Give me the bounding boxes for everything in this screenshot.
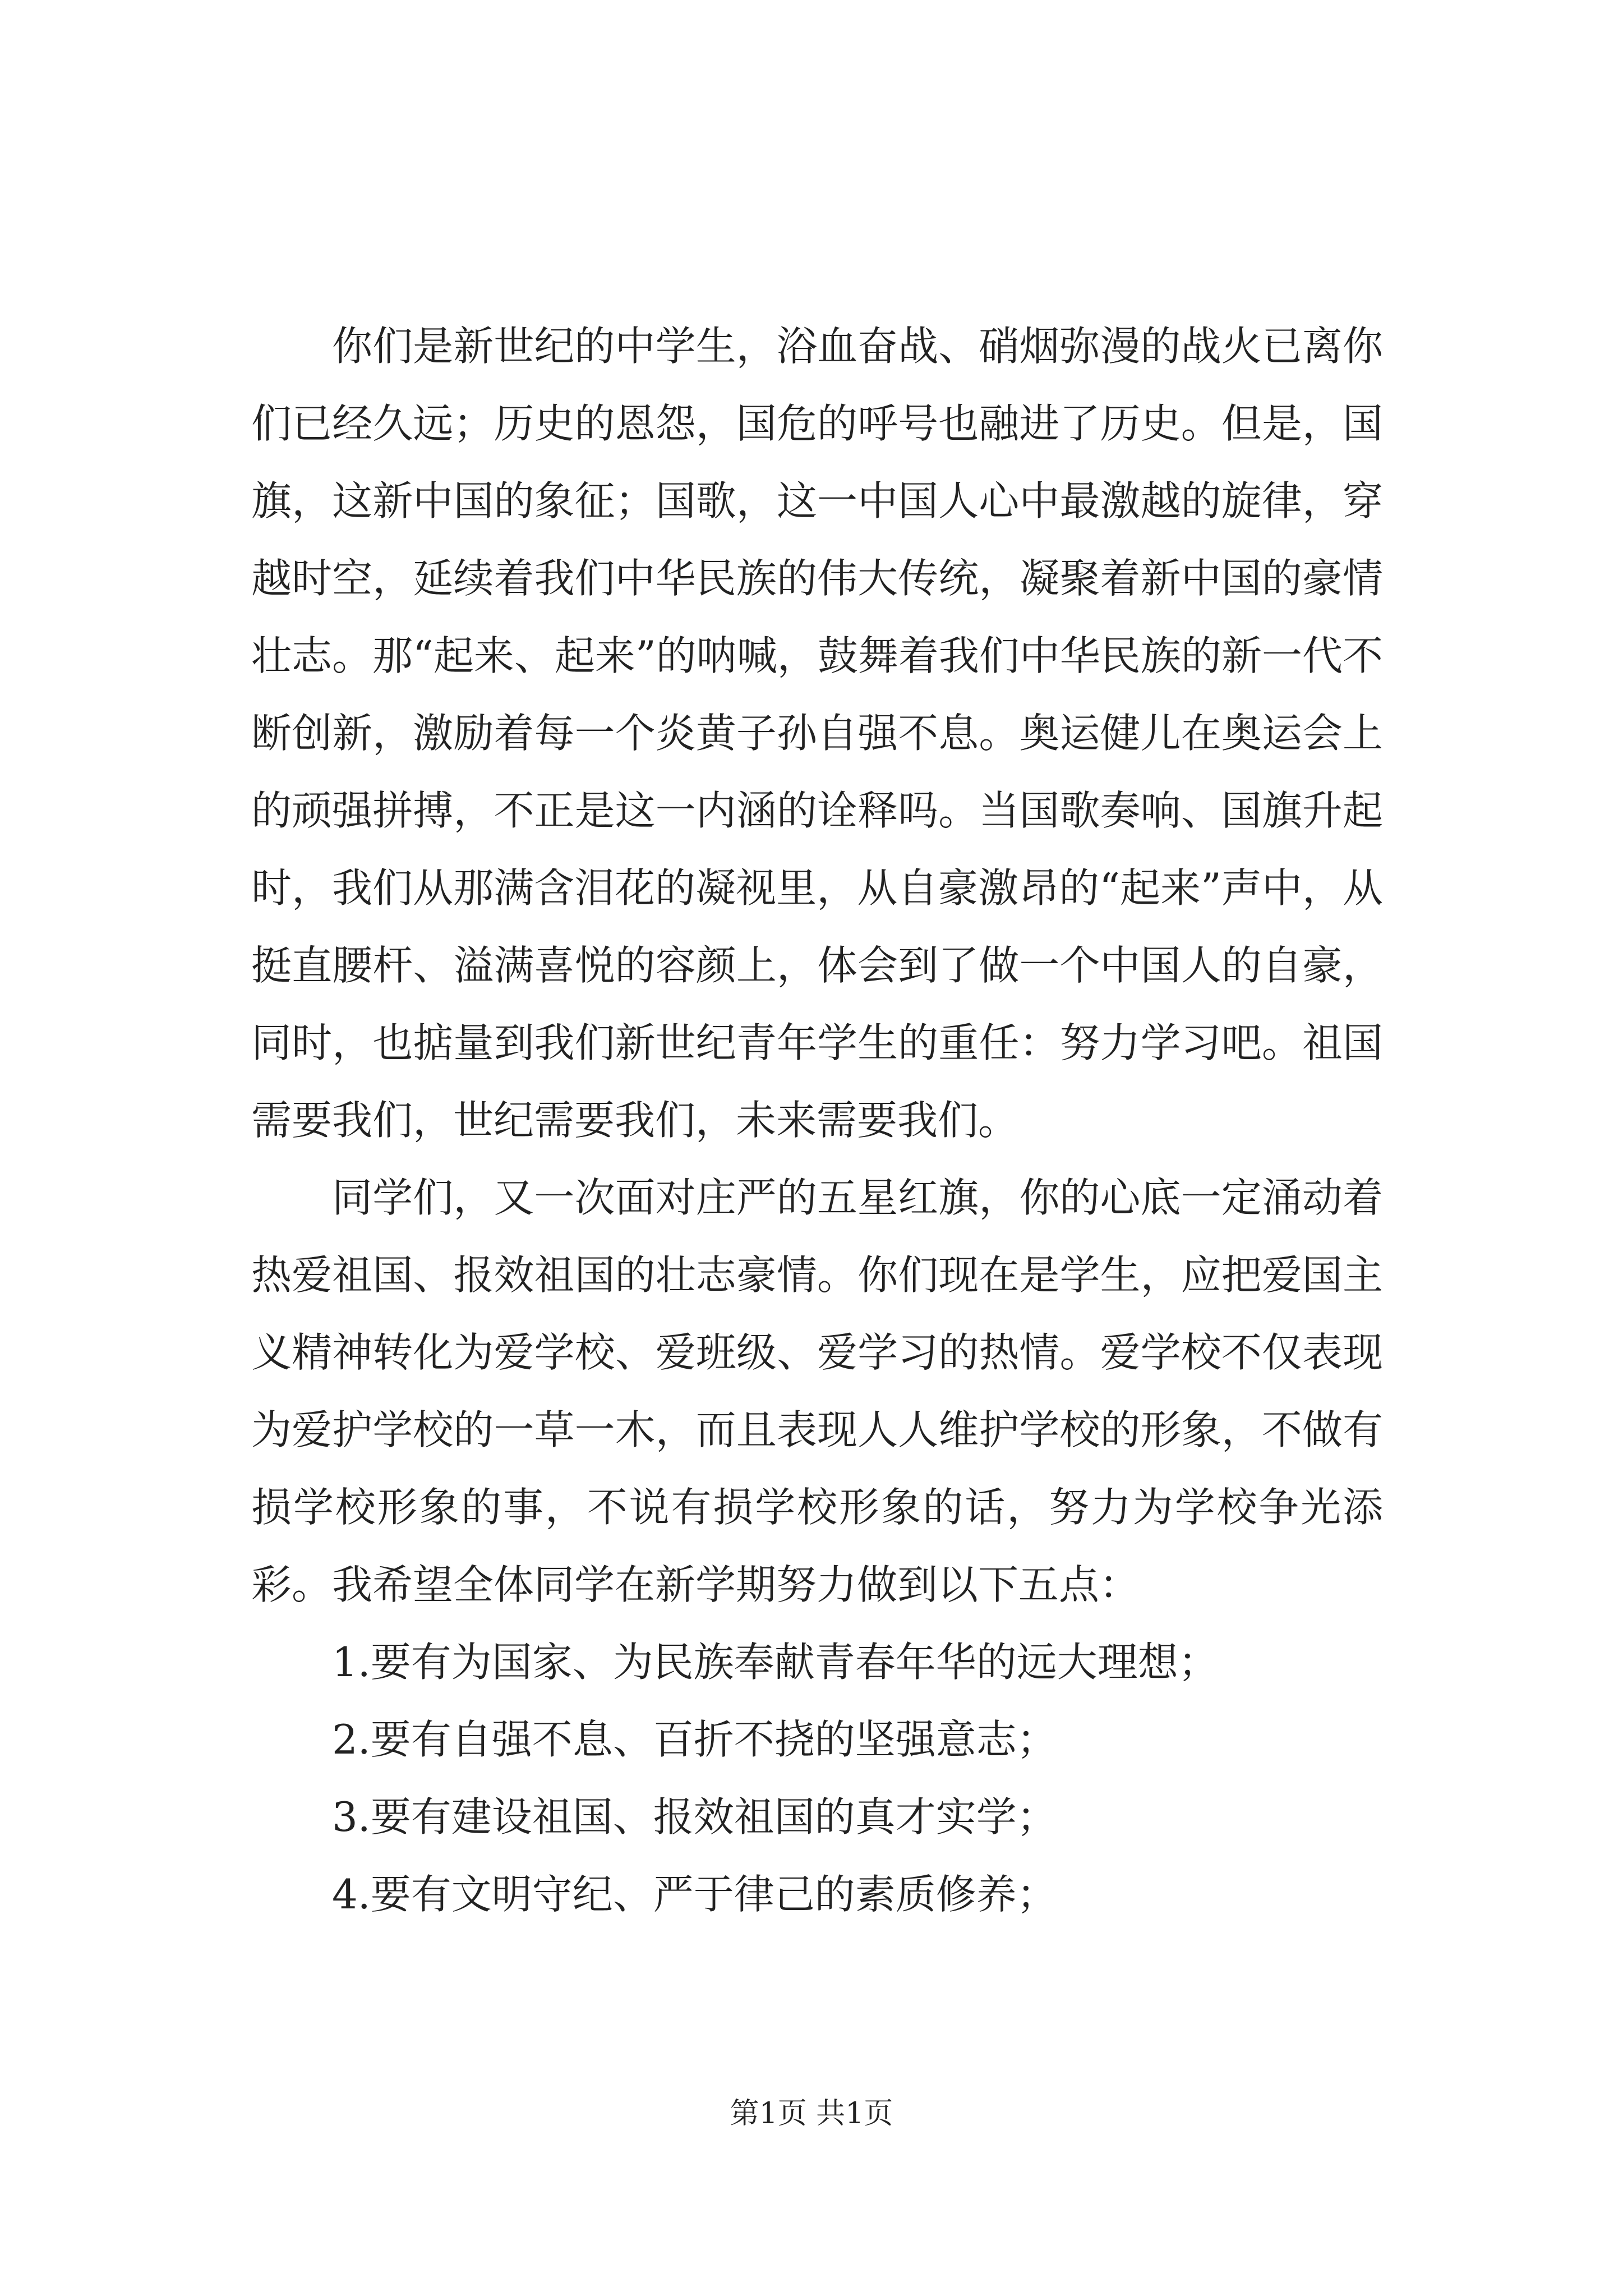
list-item: 4.要有文明守纪、严于律己的素质修养； <box>332 1871 1057 1918</box>
requirements-list <box>251 1623 1383 1933</box>
paragraph-1: 你们是新世纪的中学生，浴血奋战、硝烟弥漫的战火已离你们已经久远；历史的恩怨，国危的呼号也融进了历史。但是，国旗，这新中国的象征；国歌，这一中国人心中最激越的旋律，穿越时空，延续着我们中华民族的伟大传统，凝聚着新中国的豪情壮志。那“起来、起来”的呐喊，鼓舞着我们中华民族的新一代不断创新，激励着每一个炎黄子孙自强不息。奥运健儿在奥运会上的顽强拼搏，不正是这一内涵的诠释吗。当国歌奏响、国旗升起时，我们从那满含泪花的凝视里，从自豪激昂的“起来”声中，从挺直腰杆、溢满喜悦的容颜上，体会到了做一个中国人的自豪，同时，也掂量到我们新世纪青年学生的重任：努力学习吧。祖国需要我们，世纪需要我们，未来需要我们。 <box>251 323 1383 1144</box>
page-number-footer: 第1页 共1页 <box>730 2097 893 2131</box>
list-item: 1.要有为国家、为民族奉献青春年华的远大理想； <box>332 1639 1219 1686</box>
list-item: 3.要有建设祖国、报效祖国的真才实学； <box>332 1793 1057 1841</box>
document-body <box>251 307 1383 1933</box>
paragraph-2: 同学们，又一次面对庄严的五星红旗，你的心底一定涌动着热爱祖国、报效祖国的壮志豪情。你们现在是学生，应把爱国主义精神转化为爱学校、爱班级、爱学习的热情。爱学校不仅表现为爱护学校的一草一木，而且表现人人维护学校的形象，不做有损学校形象的事，不说有损学校形象的话，努力为学校争光添彩。我希望全体同学在新学期努力做到以下五点： <box>251 1174 1383 1608</box>
list-item: 2.要有自强不息、百折不挠的坚强意志； <box>332 1716 1057 1763</box>
